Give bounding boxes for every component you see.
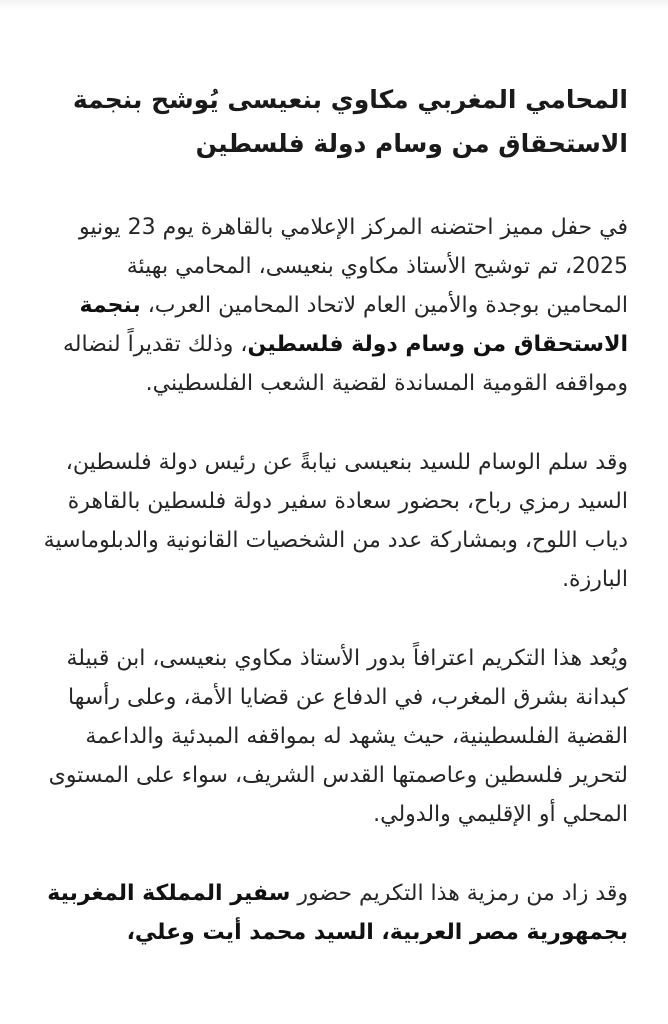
paragraph-4-bold-text: سفير المملكة المغربية بجمهورية مصر العربية، السيد محمد أيت وعلي، xyxy=(47,881,628,945)
top-edge-shadow xyxy=(0,0,668,10)
news-article xyxy=(40,78,628,992)
paragraph-4-text-before: وقد زاد من رمزية هذا التكريم حضور xyxy=(290,881,628,906)
paragraph-1-bold-text: بنجمة الاستحقاق من وسام دولة فلسطين xyxy=(79,293,628,357)
article-paragraph-2: وقد سلم الوسام للسيد بنعيسى نيابةً عن رئيس دولة فلسطين، السيد رمزي رباح، بحضور سعادة سفير دولة فلسطين بالقاهرة دياب اللوح، وبمشاركة عدد من الشخصيات القانونية والدبلوماسية البارزة. xyxy=(43,450,628,592)
article-headline: المحامي المغربي مكاوي بنعيسى يُوشح بنجمة الاستحقاق من وسام دولة فلسطين xyxy=(72,85,628,158)
article-paragraph-1 xyxy=(40,208,628,403)
article-paragraph-4 xyxy=(40,874,628,952)
paragraph-1-text-before: في حفل مميز احتضنه المركز الإعلامي بالقاهرة يوم 23 يونيو 2025، تم توشيح الأستاذ مكاوي بنعيسى، المحامي بهيئة المحامين بوجدة والأمين العام لاتحاد المحامين العرب، xyxy=(79,215,628,318)
paragraph-1-text-after: ، وذلك تقديراً لنضاله ومواقفه القومية المساندة لقضية الشعب الفلسطيني. xyxy=(62,332,628,396)
article-paragraph-3: ويُعد هذا التكريم اعترافاً بدور الأستاذ مكاوي بنعيسى، ابن قبيلة كبدانة بشرق المغرب، في الدفاع عن قضايا الأمة، وعلى رأسها القضية الفلسطينية، حيث يشهد له بمواقفه المبدئية والداعمة لتحرير فلسطين وعاصمتها القدس الشريف، سواء على المستوى المحلي أو الإقليمي والدولي. xyxy=(48,646,628,827)
